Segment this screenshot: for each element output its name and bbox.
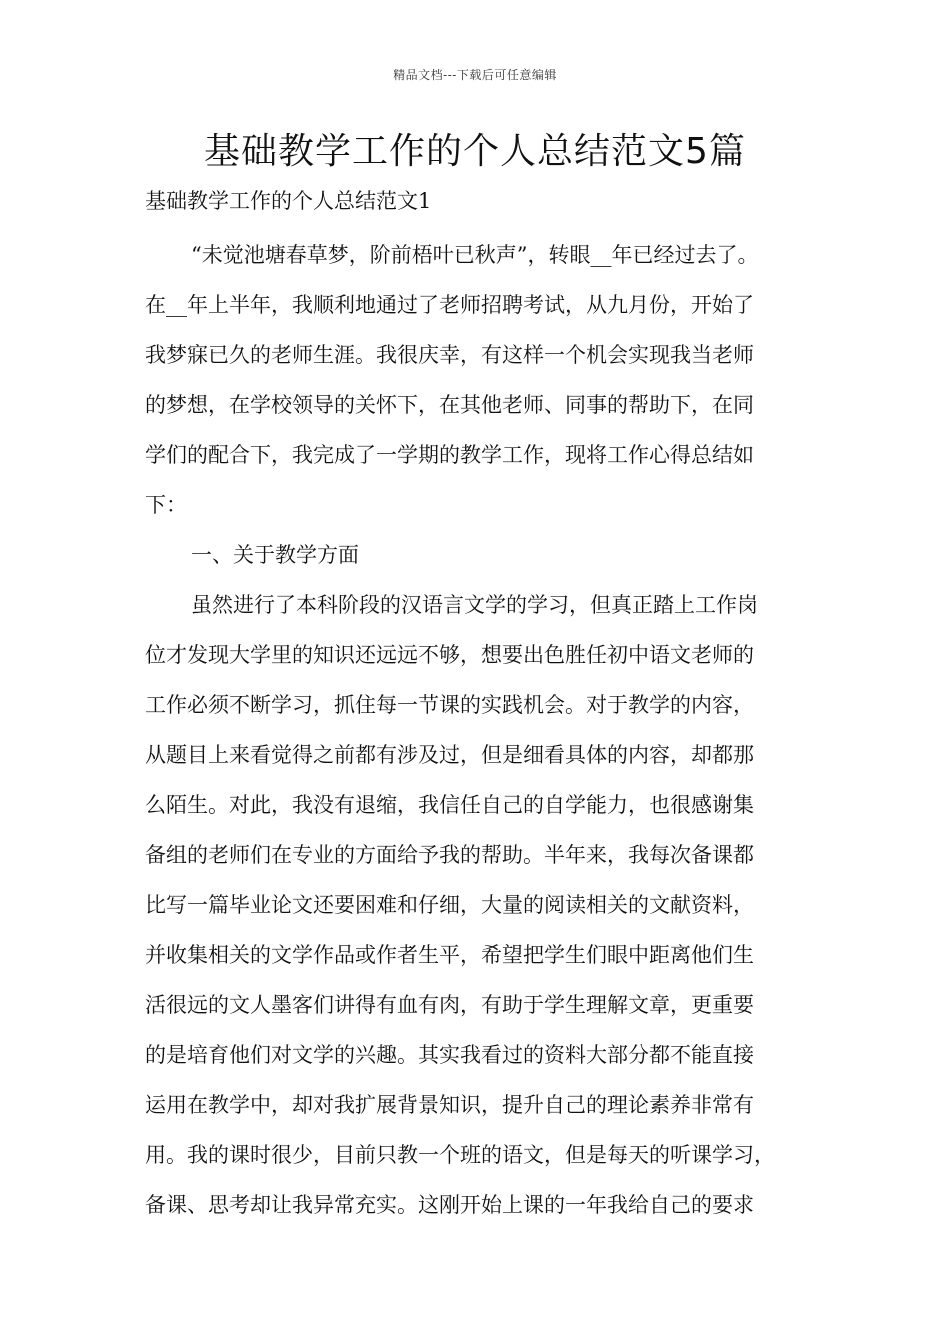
section-subtitle: 基础教学工作的个人总结范文1 [145, 189, 432, 213]
text-line: 比写一篇毕业论文还要困难和仔细，大量的阅读相关的文献资料， [145, 893, 754, 917]
document-title: 基础教学工作的个人总结范文5篇 [204, 131, 746, 172]
text-line: 的是培育他们对文学的兴趣。其实我看过的资料大部分都不能直接 [145, 1043, 754, 1067]
text-line: 我梦寐已久的老师生涯。我很庆幸，有这样一个机会实现我当老师 [145, 343, 754, 367]
text-line: 位才发现大学里的知识还远远不够，想要出色胜任初中语文老师的 [145, 643, 754, 667]
body-text [145, 230, 825, 1230]
text-line: 虽然进行了本科阶段的汉语言文学的学习，但真正踏上工作岗 [191, 593, 758, 617]
text-line: 一、关于教学方面 [191, 543, 359, 567]
text-line: 在__年上半年，我顺利地通过了老师招聘考试，从九月份，开始了 [145, 293, 754, 317]
text-line: 备组的老师们在专业的方面给予我的帮助。半年来，我每次备课都 [145, 843, 754, 867]
text-line: 活很远的文人墨客们讲得有血有肉，有助于学生理解文章，更重要 [145, 993, 754, 1017]
text-line: 从题目上来看觉得之前都有涉及过，但是细看具体的内容，却都那 [145, 743, 754, 767]
text-line: 学们的配合下，我完成了一学期的教学工作，现将工作心得总结如 [145, 443, 754, 467]
text-line: 下： [145, 493, 187, 517]
text-line: “未觉池塘春草梦，阶前梧叶已秋声”，转眼__年已经过去了。 [191, 243, 759, 267]
text-line: 工作必须不断学习，抓住每一节课的实践机会。对于教学的内容， [145, 693, 754, 717]
text-line: 么陌生。对此，我没有退缩，我信任自己的自学能力，也很感谢集 [145, 793, 754, 817]
text-line: 备课、思考却让我异常充实。这刚开始上课的一年我给自己的要求 [145, 1193, 754, 1217]
text-line: 用。我的课时很少，目前只教一个班的语文，但是每天的听课学习， [145, 1143, 775, 1167]
text-line: 的梦想，在学校领导的关怀下，在其他老师、同事的帮助下，在同 [145, 393, 754, 417]
text-line: 并收集相关的文学作品或作者生平，希望把学生们眼中距离他们生 [145, 943, 754, 967]
header-note: 精品文档---下载后可任意编辑 [393, 68, 557, 82]
text-line: 运用在教学中，却对我扩展背景知识，提升自己的理论素养非常有 [145, 1093, 754, 1117]
